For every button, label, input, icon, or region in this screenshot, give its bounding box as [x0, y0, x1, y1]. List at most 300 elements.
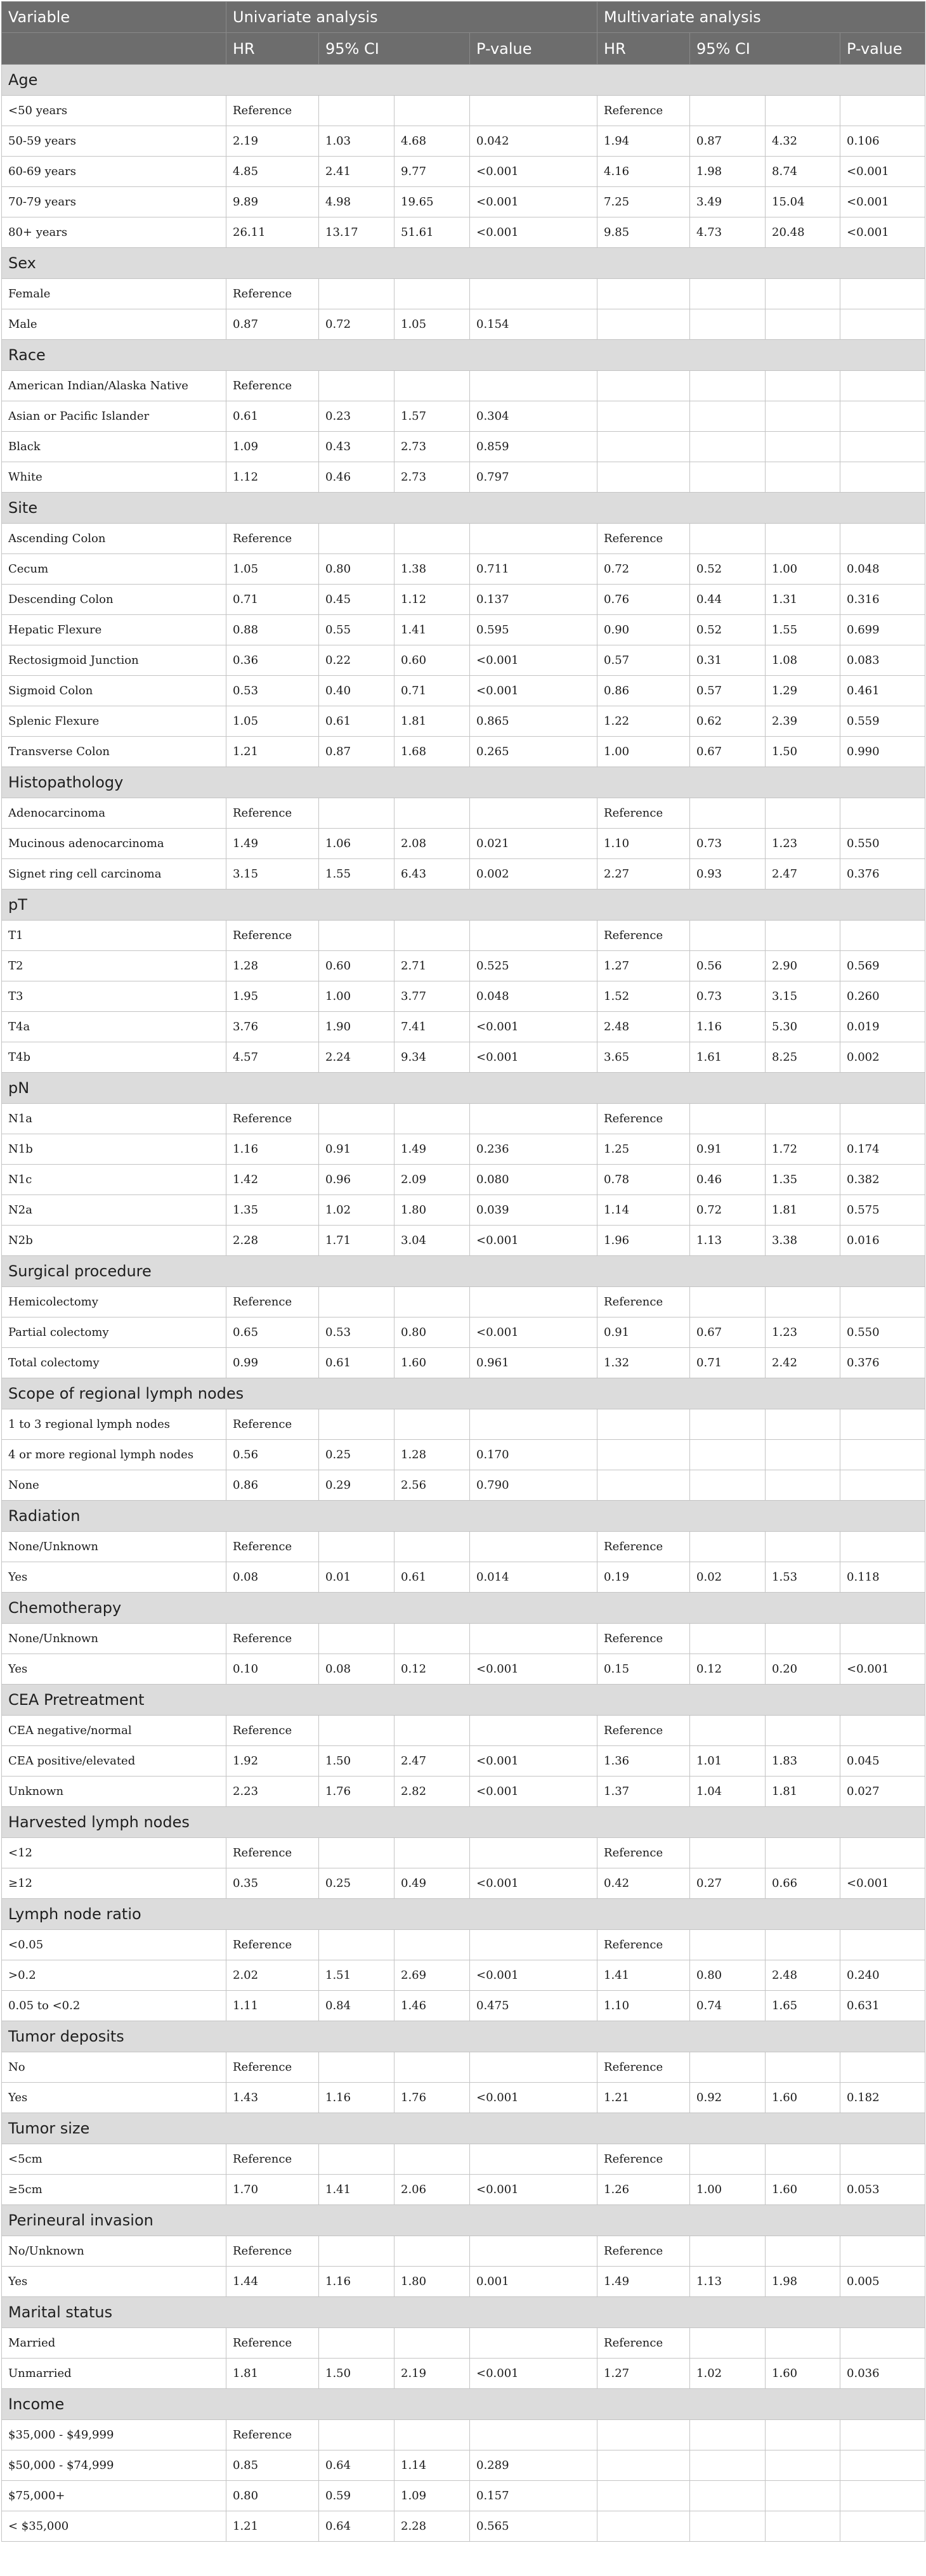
multi-ci-lower-cell: 0.57: [690, 676, 766, 706]
section-title: Perineural invasion: [2, 2205, 925, 2236]
uni-hr-cell: 0.08: [226, 1562, 319, 1593]
multi-pvalue-cell: 0.990: [840, 737, 925, 767]
multi-ci-lower-cell: [690, 1409, 766, 1440]
uni-pvalue-cell: 0.595: [470, 615, 597, 645]
multi-ci-lower-cell: [690, 2052, 766, 2083]
multi-pvalue-cell: [840, 1440, 925, 1470]
uni-ci-lower-cell: 1.76: [319, 1777, 395, 1807]
multi-hr-cell: 1.21: [597, 2083, 690, 2113]
table-row: [2, 1777, 925, 1807]
uni-pvalue-cell: <0.001: [470, 217, 597, 248]
uni-hr-cell: 0.35: [226, 1868, 319, 1899]
uni-hr-cell: 0.65: [226, 1317, 319, 1348]
table-row: [2, 645, 925, 676]
uni-ci-upper-cell: 1.28: [395, 1440, 470, 1470]
uni-ci-upper-cell: [395, 2328, 470, 2359]
multi-ci-lower-cell: 0.74: [690, 1991, 766, 2021]
multi-pvalue-cell: [840, 2420, 925, 2450]
uni-ci-lower-cell: 0.84: [319, 1991, 395, 2021]
table-row: [2, 2236, 925, 2267]
uni-ci-upper-cell: [395, 96, 470, 126]
uni-pvalue-cell: 0.265: [470, 737, 597, 767]
table-body: [2, 65, 925, 2542]
multi-ci-lower-cell: 0.31: [690, 645, 766, 676]
uni-pvalue-cell: 0.048: [470, 981, 597, 1012]
uni-ci-upper-cell: 0.49: [395, 1868, 470, 1899]
multi-pvalue-cell: 0.631: [840, 1991, 925, 2021]
uni-pvalue-cell: [470, 524, 597, 554]
section-row: [2, 1501, 925, 1532]
variable-cell: White: [2, 462, 226, 493]
table-row: [2, 1562, 925, 1593]
multi-hr-cell: 0.86: [597, 676, 690, 706]
multi-ci-lower-cell: 0.72: [690, 1195, 766, 1226]
multi-pvalue-cell: [840, 2328, 925, 2359]
section-title: Age: [2, 65, 925, 96]
uni-ci-upper-cell: [395, 1930, 470, 1960]
multi-ci-upper-cell: 1.08: [766, 645, 840, 676]
section-row: [2, 340, 925, 371]
uni-pvalue-cell: <0.001: [470, 1960, 597, 1991]
uni-ci-upper-cell: 7.41: [395, 1012, 470, 1042]
uni-ci-upper-cell: 1.80: [395, 2267, 470, 2297]
multi-pvalue-cell: [840, 2144, 925, 2175]
multi-ci-lower-cell: 0.62: [690, 706, 766, 737]
multi-ci-upper-cell: 2.90: [766, 951, 840, 981]
uni-hr-cell: 1.12: [226, 462, 319, 493]
uni-hr-cell: 1.35: [226, 1195, 319, 1226]
multi-hr-cell: Reference: [597, 1930, 690, 1960]
multi-ci-upper-cell: 1.81: [766, 1777, 840, 1807]
multi-ci-lower-cell: [690, 2144, 766, 2175]
multi-pvalue-cell: 0.016: [840, 1226, 925, 1256]
uni-pvalue-cell: 0.711: [470, 554, 597, 585]
uni-hr-cell: 1.05: [226, 554, 319, 585]
variable-cell: Total colectomy: [2, 1348, 226, 1378]
variable-cell: N1a: [2, 1104, 226, 1134]
multi-ci-lower-cell: 1.13: [690, 2267, 766, 2297]
section-row: [2, 2113, 925, 2144]
section-row: [2, 2205, 925, 2236]
uni-pvalue-cell: <0.001: [470, 1654, 597, 1685]
uni-ci-upper-cell: 3.77: [395, 981, 470, 1012]
uni-hr-cell: 0.53: [226, 676, 319, 706]
multi-ci-upper-cell: 2.48: [766, 1960, 840, 1991]
section-row: [2, 1899, 925, 1930]
variable-cell: <5cm: [2, 2144, 226, 2175]
multi-hr-cell: 7.25: [597, 187, 690, 217]
section-row: [2, 493, 925, 524]
variable-cell: None/Unknown: [2, 1532, 226, 1562]
multi-pvalue-cell: [840, 2511, 925, 2542]
multi-ci-upper-cell: 1.35: [766, 1165, 840, 1195]
uni-ci-upper-cell: 3.04: [395, 1226, 470, 1256]
multi-hr-cell: 1.27: [597, 2359, 690, 2389]
uni-hr-cell: 0.36: [226, 645, 319, 676]
header-multi-ci: 95% CI: [690, 33, 840, 65]
uni-ci-upper-cell: 1.57: [395, 401, 470, 432]
variable-cell: <50 years: [2, 96, 226, 126]
uni-pvalue-cell: <0.001: [470, 1042, 597, 1073]
multi-ci-upper-cell: 8.74: [766, 157, 840, 187]
table-row: [2, 1409, 925, 1440]
uni-pvalue-cell: [470, 2328, 597, 2359]
table-row: [2, 1991, 925, 2021]
variable-cell: 60-69 years: [2, 157, 226, 187]
uni-hr-cell: 1.92: [226, 1746, 319, 1777]
uni-hr-cell: 0.10: [226, 1654, 319, 1685]
variable-cell: Yes: [2, 1562, 226, 1593]
uni-hr-cell: 4.57: [226, 1042, 319, 1073]
multi-ci-lower-cell: [690, 2236, 766, 2267]
header-multi-hr: HR: [597, 33, 690, 65]
uni-ci-lower-cell: [319, 2420, 395, 2450]
variable-cell: $35,000 - $49,999: [2, 2420, 226, 2450]
table-row: [2, 432, 925, 462]
uni-hr-cell: 1.44: [226, 2267, 319, 2297]
header-row-columns: [2, 33, 925, 65]
multi-pvalue-cell: 0.174: [840, 1134, 925, 1165]
multi-ci-lower-cell: 0.93: [690, 859, 766, 890]
uni-hr-cell: Reference: [226, 96, 319, 126]
multi-pvalue-cell: 0.376: [840, 1348, 925, 1378]
multi-ci-lower-cell: 1.16: [690, 1012, 766, 1042]
multi-ci-lower-cell: 1.04: [690, 1777, 766, 1807]
uni-hr-cell: 2.23: [226, 1777, 319, 1807]
uni-pvalue-cell: [470, 798, 597, 829]
multi-ci-upper-cell: 1.65: [766, 1991, 840, 2021]
table-row: [2, 737, 925, 767]
multi-hr-cell: [597, 2450, 690, 2481]
multi-ci-upper-cell: 1.55: [766, 615, 840, 645]
multi-pvalue-cell: 0.053: [840, 2175, 925, 2205]
table-row: [2, 2420, 925, 2450]
uni-hr-cell: 2.02: [226, 1960, 319, 1991]
multi-ci-upper-cell: 1.50: [766, 737, 840, 767]
uni-hr-cell: 0.80: [226, 2481, 319, 2511]
uni-pvalue-cell: [470, 2420, 597, 2450]
multi-hr-cell: 2.27: [597, 859, 690, 890]
uni-ci-upper-cell: [395, 1287, 470, 1317]
multi-hr-cell: 1.37: [597, 1777, 690, 1807]
multi-ci-upper-cell: [766, 2420, 840, 2450]
multi-ci-lower-cell: [690, 2511, 766, 2542]
variable-cell: No/Unknown: [2, 2236, 226, 2267]
table-row: [2, 2359, 925, 2389]
header-multivariate: Multivariate analysis: [597, 2, 925, 33]
uni-hr-cell: 1.21: [226, 737, 319, 767]
uni-ci-upper-cell: 2.73: [395, 462, 470, 493]
multi-ci-lower-cell: 4.73: [690, 217, 766, 248]
multi-ci-upper-cell: 3.38: [766, 1226, 840, 1256]
multi-ci-upper-cell: 1.23: [766, 1317, 840, 1348]
uni-pvalue-cell: [470, 1930, 597, 1960]
uni-pvalue-cell: 0.137: [470, 585, 597, 615]
uni-pvalue-cell: [470, 96, 597, 126]
uni-pvalue-cell: 0.001: [470, 2267, 597, 2297]
uni-pvalue-cell: <0.001: [470, 2083, 597, 2113]
multi-pvalue-cell: 0.005: [840, 2267, 925, 2297]
uni-ci-upper-cell: 1.38: [395, 554, 470, 585]
table-row: [2, 798, 925, 829]
uni-ci-lower-cell: 0.60: [319, 951, 395, 981]
uni-pvalue-cell: [470, 2236, 597, 2267]
variable-cell: 50-59 years: [2, 126, 226, 157]
multi-ci-upper-cell: 3.15: [766, 981, 840, 1012]
multi-ci-upper-cell: 2.42: [766, 1348, 840, 1378]
section-row: [2, 890, 925, 921]
uni-ci-upper-cell: 2.08: [395, 829, 470, 859]
table-row: [2, 2328, 925, 2359]
uni-ci-upper-cell: 2.19: [395, 2359, 470, 2389]
uni-pvalue-cell: <0.001: [470, 187, 597, 217]
multi-pvalue-cell: 0.461: [840, 676, 925, 706]
uni-ci-lower-cell: 0.96: [319, 1165, 395, 1195]
multi-hr-cell: [597, 371, 690, 401]
uni-ci-lower-cell: 0.43: [319, 432, 395, 462]
variable-cell: CEA positive/elevated: [2, 1746, 226, 1777]
multi-ci-upper-cell: [766, 798, 840, 829]
table-row: [2, 951, 925, 981]
multi-ci-upper-cell: [766, 2450, 840, 2481]
uni-ci-upper-cell: [395, 1624, 470, 1654]
uni-ci-upper-cell: [395, 1104, 470, 1134]
uni-hr-cell: 1.05: [226, 706, 319, 737]
uni-ci-lower-cell: 0.45: [319, 585, 395, 615]
multi-hr-cell: 1.96: [597, 1226, 690, 1256]
section-title: Marital status: [2, 2297, 925, 2328]
multi-pvalue-cell: 0.316: [840, 585, 925, 615]
variable-cell: Sigmoid Colon: [2, 676, 226, 706]
uni-hr-cell: 1.28: [226, 951, 319, 981]
variable-cell: Hepatic Flexure: [2, 615, 226, 645]
table-row: [2, 462, 925, 493]
uni-pvalue-cell: <0.001: [470, 676, 597, 706]
table-row: [2, 1104, 925, 1134]
multi-ci-upper-cell: [766, 524, 840, 554]
uni-hr-cell: Reference: [226, 2328, 319, 2359]
multi-hr-cell: 1.94: [597, 126, 690, 157]
multi-pvalue-cell: [840, 1930, 925, 1960]
table-row: [2, 1042, 925, 1073]
multi-pvalue-cell: [840, 524, 925, 554]
table-row: [2, 1134, 925, 1165]
multi-hr-cell: Reference: [597, 1104, 690, 1134]
multi-ci-lower-cell: 0.73: [690, 829, 766, 859]
multi-pvalue-cell: [840, 1624, 925, 1654]
uni-ci-lower-cell: 0.64: [319, 2511, 395, 2542]
multi-pvalue-cell: 0.559: [840, 706, 925, 737]
multi-ci-lower-cell: [690, 309, 766, 340]
multi-hr-cell: 1.36: [597, 1746, 690, 1777]
uni-ci-lower-cell: 1.50: [319, 1746, 395, 1777]
table-row: [2, 676, 925, 706]
multi-ci-lower-cell: [690, 279, 766, 309]
multi-hr-cell: [597, 309, 690, 340]
multi-ci-lower-cell: [690, 1716, 766, 1746]
multi-ci-upper-cell: [766, 1287, 840, 1317]
uni-ci-lower-cell: 0.72: [319, 309, 395, 340]
uni-hr-cell: 0.86: [226, 1470, 319, 1501]
table-row: [2, 921, 925, 951]
variable-cell: 80+ years: [2, 217, 226, 248]
uni-ci-lower-cell: [319, 921, 395, 951]
uni-hr-cell: Reference: [226, 1532, 319, 1562]
uni-ci-lower-cell: 1.71: [319, 1226, 395, 1256]
uni-ci-upper-cell: 0.61: [395, 1562, 470, 1593]
uni-ci-upper-cell: 1.68: [395, 737, 470, 767]
multi-ci-upper-cell: 20.48: [766, 217, 840, 248]
multi-ci-lower-cell: [690, 1440, 766, 1470]
section-title: Sex: [2, 248, 925, 279]
multi-ci-lower-cell: 0.73: [690, 981, 766, 1012]
variable-cell: Transverse Colon: [2, 737, 226, 767]
section-row: [2, 2389, 925, 2420]
uni-hr-cell: Reference: [226, 2144, 319, 2175]
uni-pvalue-cell: <0.001: [470, 645, 597, 676]
multi-ci-upper-cell: 1.00: [766, 554, 840, 585]
uni-ci-upper-cell: 2.69: [395, 1960, 470, 1991]
uni-ci-lower-cell: [319, 1624, 395, 1654]
variable-cell: $75,000+: [2, 2481, 226, 2511]
uni-hr-cell: 0.61: [226, 401, 319, 432]
multi-ci-upper-cell: [766, 2236, 840, 2267]
multi-hr-cell: Reference: [597, 2144, 690, 2175]
variable-cell: T2: [2, 951, 226, 981]
uni-ci-upper-cell: 1.14: [395, 2450, 470, 2481]
section-row: [2, 65, 925, 96]
uni-ci-upper-cell: 1.12: [395, 585, 470, 615]
multi-ci-upper-cell: 4.32: [766, 126, 840, 157]
multi-ci-upper-cell: 2.39: [766, 706, 840, 737]
variable-cell: Cecum: [2, 554, 226, 585]
uni-ci-lower-cell: 0.22: [319, 645, 395, 676]
uni-ci-upper-cell: 0.80: [395, 1317, 470, 1348]
variable-cell: Married: [2, 2328, 226, 2359]
uni-pvalue-cell: 0.236: [470, 1134, 597, 1165]
multi-hr-cell: Reference: [597, 524, 690, 554]
table-header: [2, 2, 925, 65]
variable-cell: T4b: [2, 1042, 226, 1073]
multi-hr-cell: [597, 2511, 690, 2542]
uni-pvalue-cell: <0.001: [470, 157, 597, 187]
uni-ci-lower-cell: [319, 1287, 395, 1317]
header-univariate: Univariate analysis: [226, 2, 597, 33]
variable-cell: Unknown: [2, 1777, 226, 1807]
multi-ci-lower-cell: 1.02: [690, 2359, 766, 2389]
multi-hr-cell: 1.52: [597, 981, 690, 1012]
multi-hr-cell: 1.41: [597, 1960, 690, 1991]
multi-ci-upper-cell: [766, 1532, 840, 1562]
uni-ci-lower-cell: 0.40: [319, 676, 395, 706]
table-row: [2, 1012, 925, 1042]
multi-ci-lower-cell: [690, 2450, 766, 2481]
multi-pvalue-cell: [840, 798, 925, 829]
variable-cell: 70-79 years: [2, 187, 226, 217]
table-row: [2, 1287, 925, 1317]
variable-cell: <12: [2, 1838, 226, 1868]
multi-pvalue-cell: 0.019: [840, 1012, 925, 1042]
variable-cell: N2b: [2, 1226, 226, 1256]
uni-hr-cell: 1.95: [226, 981, 319, 1012]
uni-pvalue-cell: [470, 1716, 597, 1746]
uni-ci-lower-cell: [319, 96, 395, 126]
uni-ci-lower-cell: 0.87: [319, 737, 395, 767]
multi-hr-cell: 1.27: [597, 951, 690, 981]
uni-hr-cell: 1.42: [226, 1165, 319, 1195]
uni-hr-cell: Reference: [226, 2052, 319, 2083]
uni-ci-lower-cell: [319, 2144, 395, 2175]
multi-pvalue-cell: [840, 1470, 925, 1501]
multi-hr-cell: [597, 432, 690, 462]
multi-ci-upper-cell: 1.29: [766, 676, 840, 706]
table-row: [2, 187, 925, 217]
multi-pvalue-cell: [840, 309, 925, 340]
uni-hr-cell: 1.11: [226, 1991, 319, 2021]
multi-ci-upper-cell: 1.60: [766, 2083, 840, 2113]
uni-hr-cell: 0.99: [226, 1348, 319, 1378]
table-row: [2, 524, 925, 554]
uni-pvalue-cell: [470, 1838, 597, 1868]
multi-hr-cell: [597, 1440, 690, 1470]
header-uni-pvalue: P-value: [470, 33, 597, 65]
uni-ci-upper-cell: [395, 1532, 470, 1562]
multi-hr-cell: 0.78: [597, 1165, 690, 1195]
uni-ci-upper-cell: 0.71: [395, 676, 470, 706]
uni-ci-lower-cell: 1.16: [319, 2083, 395, 2113]
multi-pvalue-cell: [840, 401, 925, 432]
uni-pvalue-cell: 0.289: [470, 2450, 597, 2481]
multi-pvalue-cell: 0.106: [840, 126, 925, 157]
multi-hr-cell: [597, 2420, 690, 2450]
multi-ci-upper-cell: [766, 1409, 840, 1440]
uni-hr-cell: 1.16: [226, 1134, 319, 1165]
multi-ci-lower-cell: [690, 462, 766, 493]
uni-hr-cell: 1.09: [226, 432, 319, 462]
multi-pvalue-cell: 0.575: [840, 1195, 925, 1226]
uni-ci-lower-cell: 1.41: [319, 2175, 395, 2205]
uni-ci-lower-cell: 0.55: [319, 615, 395, 645]
uni-ci-upper-cell: 2.47: [395, 1746, 470, 1777]
variable-cell: Adenocarcinoma: [2, 798, 226, 829]
table-row: [2, 1226, 925, 1256]
multi-pvalue-cell: 0.027: [840, 1777, 925, 1807]
table-row: [2, 1930, 925, 1960]
variable-cell: T3: [2, 981, 226, 1012]
table-row: [2, 2144, 925, 2175]
multi-hr-cell: Reference: [597, 2328, 690, 2359]
header-blank: [2, 33, 226, 65]
multi-ci-upper-cell: 2.47: [766, 859, 840, 890]
multi-hr-cell: Reference: [597, 1716, 690, 1746]
multi-pvalue-cell: <0.001: [840, 187, 925, 217]
variable-cell: Hemicolectomy: [2, 1287, 226, 1317]
multi-ci-lower-cell: [690, 921, 766, 951]
header-multi-pvalue: P-value: [840, 33, 925, 65]
uni-ci-lower-cell: 1.50: [319, 2359, 395, 2389]
uni-ci-lower-cell: [319, 2328, 395, 2359]
multi-pvalue-cell: [840, 2481, 925, 2511]
multi-ci-upper-cell: 1.23: [766, 829, 840, 859]
uni-ci-upper-cell: 1.81: [395, 706, 470, 737]
table-row: [2, 217, 925, 248]
uni-pvalue-cell: 0.865: [470, 706, 597, 737]
uni-pvalue-cell: [470, 2144, 597, 2175]
multi-hr-cell: 0.15: [597, 1654, 690, 1685]
section-row: [2, 1073, 925, 1104]
uni-pvalue-cell: 0.565: [470, 2511, 597, 2542]
multi-hr-cell: 0.19: [597, 1562, 690, 1593]
